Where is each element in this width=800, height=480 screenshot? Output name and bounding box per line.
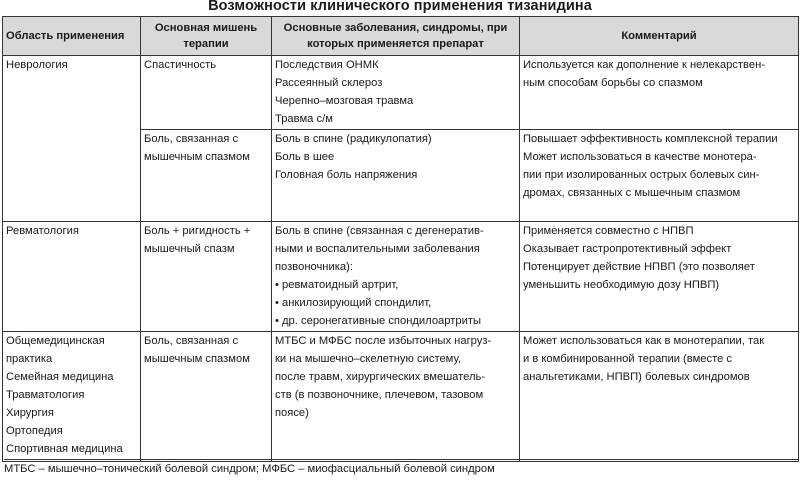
header-diseases: Основные заболевания, синдромы, при которых применяется препарат <box>272 17 520 56</box>
disease-text: ки на мышечно–скелетную систему, <box>275 353 462 365</box>
diseases-cell <box>272 56 520 130</box>
disease-text: Боль в спине (связанная с дегенератив- <box>275 225 484 237</box>
comment-text: Оказывает гастропротективный эффект <box>523 243 732 255</box>
comment-text: пии при изолированных острых болевых син- <box>523 169 760 181</box>
disease-text: Травма с/м <box>275 113 333 125</box>
disease-text: Рассеянный склероз <box>275 77 383 89</box>
target-text: мышечным спазмом <box>144 353 250 365</box>
target-cell <box>141 332 272 462</box>
disease-text: поясе) <box>275 407 309 419</box>
comment-text: Потенцирует действие НПВП (это позволяет <box>523 261 755 273</box>
area-text: Неврология <box>6 59 68 71</box>
table-title: Возможности клинического применения тизанидина <box>208 0 592 14</box>
comment-text: Используется как дополнение к нелекарствен- <box>523 59 765 71</box>
comment-text: уменьшить необходимую дозу НПВП) <box>523 279 720 291</box>
disease-text: Последствия ОНМК <box>275 59 379 71</box>
disease-text: позвоночника): <box>275 261 353 273</box>
target-cell <box>141 130 272 222</box>
table-row <box>3 130 799 222</box>
footnote: МТБС – мышечно–тонический болевой синдром; МФБС – миофасциальный болевой синдром <box>4 459 798 478</box>
area-text: Спортивная медицина <box>6 443 123 455</box>
comment-text: Может использоваться в качестве монотера- <box>523 151 757 163</box>
comment-text: Повышает эффективность комплексной терапии <box>523 133 778 145</box>
comment-cell <box>520 130 799 222</box>
disease-text: МТБС и МФБС после избыточных нагруз- <box>275 335 492 347</box>
comment-text: Применяется совместно с НПВП <box>523 225 694 237</box>
header-target: Основная мишень терапии <box>141 17 272 56</box>
diseases-cell <box>272 222 520 332</box>
disease-bullet: • др. серонегативные спондилоартриты <box>275 312 516 330</box>
table-row <box>3 222 799 332</box>
comment-cell <box>520 222 799 332</box>
disease-text: ными и воспалительными заболевания <box>275 243 480 255</box>
disease-text: после травм, хирургических вмешатель- <box>275 371 486 383</box>
area-text: Хирургия <box>6 407 54 419</box>
comment-text: анальгетиками, НПВП) болевых синдромов <box>523 371 750 383</box>
area-cell <box>3 56 141 130</box>
table-header-row <box>3 17 799 56</box>
disease-text: Боль в шее <box>275 151 335 163</box>
target-cell <box>141 56 272 130</box>
disease-bullet: • анкилозирующий спондилит, <box>275 294 516 312</box>
area-text: Ортопедия <box>6 425 63 437</box>
area-text: Ревматология <box>6 225 79 237</box>
header-area: Область применения <box>3 17 141 56</box>
target-text: мышечный спазм <box>144 243 235 255</box>
comment-text: и в комбинированной терапии (вместе с <box>523 353 733 365</box>
area-cell <box>3 222 141 332</box>
diseases-cell <box>272 130 520 222</box>
diseases-cell <box>272 332 520 462</box>
table-row <box>3 332 799 462</box>
disease-bullet: • ревматоидный артрит, <box>275 276 516 294</box>
table-body <box>3 56 799 462</box>
area-cell <box>3 332 141 462</box>
table-row <box>3 56 799 130</box>
disease-text: Боль в спине (радикулопатия) <box>275 133 432 145</box>
target-text: Спастичность <box>144 59 217 71</box>
comment-text: ным способам борьбы со спазмом <box>523 77 703 89</box>
disease-text: Головная боль напряжения <box>275 169 418 181</box>
target-text: Боль, связанная с <box>144 335 239 347</box>
target-text: мышечным спазмом <box>144 151 250 163</box>
clinical-use-table <box>2 16 799 462</box>
comment-cell <box>520 56 799 130</box>
disease-text: ств (в позвоночнике, плечевом, тазовом <box>275 389 484 401</box>
area-text: Травматология <box>6 389 85 401</box>
area-text: практика <box>6 353 53 365</box>
target-cell <box>141 222 272 332</box>
header-comment: Комментарий <box>520 17 799 56</box>
comment-text: Может использоваться как в монотерапии, так <box>523 335 765 347</box>
target-text: Боль, связанная с <box>144 133 239 145</box>
comment-cell <box>520 332 799 462</box>
area-cell <box>3 130 141 222</box>
comment-text: дромах, связанных с мышечным спазмом <box>523 187 741 199</box>
area-text: Общемедицинская <box>6 335 105 347</box>
area-text: Семейная медицина <box>6 371 114 383</box>
target-text: Боль + ригидность + <box>144 225 251 237</box>
disease-text: Черепно–мозговая травма <box>275 95 414 107</box>
